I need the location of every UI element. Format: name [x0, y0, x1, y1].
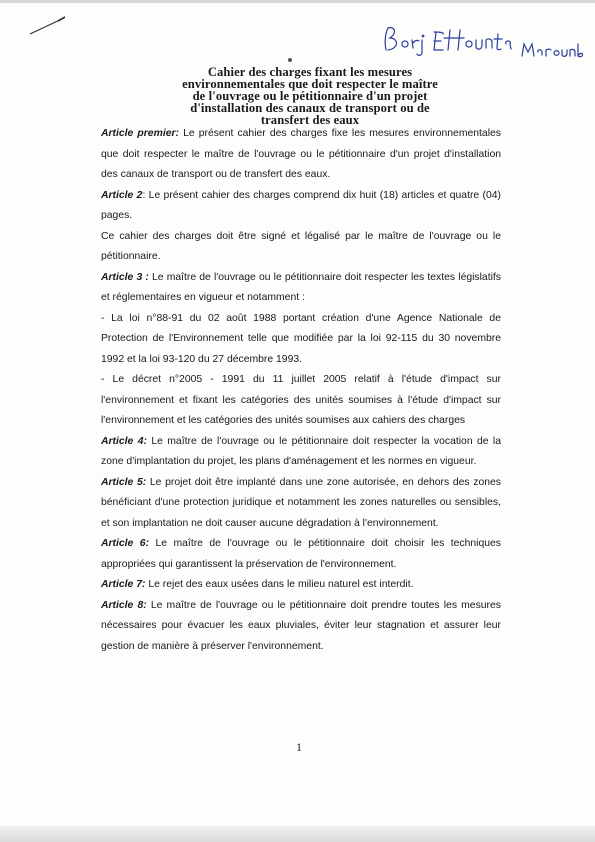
paragraph-text: Ce cahier des charges doit être signé et légalisé par le maître de l'ouvrage ou le pétitionnaire.	[101, 230, 501, 262]
page-number: 1	[296, 740, 302, 754]
article-text: Le maître de l'ouvrage ou le pétitionnaire doit respecter la vocation de la zone d'implantation du projet, les plans d'aménagement et les normes en vigueur.	[101, 435, 502, 467]
title-line: de l'ouvrage ou le pétitionnaire d'un projet	[192, 89, 428, 103]
scan-edge-top	[0, 0, 595, 3]
article-label: Article 8:	[101, 599, 147, 611]
article-paragraph	[101, 575, 501, 596]
document-title	[130, 66, 490, 126]
article-text: Le présent cahier des charges fixe les mesures environnementales que doit respecter le maître de l'ouvrage ou le pétitionnaire d'un projet d'installation des canaux de transport ou de transfert des eaux.	[101, 128, 501, 180]
article-label: Article 5:	[101, 476, 147, 488]
article-label: Article 6:	[101, 538, 150, 549]
body-paragraph	[101, 227, 501, 268]
article-paragraph	[101, 596, 501, 658]
list-item-text: - La loi n°88-91 du 02 août 1988 portant création d'une Agence Nationale de Protection de l'Environnement telle que modifiée par la loi 92-115 du 30 novembre 1992 et la loi 93-120 du 27 décembre 1993.	[101, 312, 501, 365]
article-paragraph	[101, 124, 501, 186]
article-paragraph	[101, 432, 501, 473]
article-text: Le rejet des eaux usées dans le milieu naturel est interdit.	[145, 579, 414, 590]
article-paragraph	[101, 268, 501, 309]
article-text: Le projet doit être implanté dans une zone autorisée, en dehors des zones bénéficiant d'une protection juridique et notamment les zones naturelles ou sensibles, et son implantation ne doit causer aucune dégradation à l'environnement.	[101, 476, 501, 529]
article-text: Le maître de l'ouvrage ou le pétitionnaire doit respecter les textes législatifs et réglementaires en vigueur et notamment :	[101, 271, 501, 303]
list-item-text: - Le décret n°2005 - 1991 du 11 juillet 2005 relatif à l'étude d'impact sur l'environnement et fixant les catégories des unités soumises à l'étude d'impact sur l'environnement et les catégories des unités soumises aux cahiers des charges	[101, 374, 501, 426]
title-line: d'installation des canaux de transport ou de	[190, 101, 430, 115]
article-label: Article premier:	[101, 128, 179, 139]
article-label: Article 4:	[101, 435, 147, 447]
scan-speck	[288, 58, 292, 62]
handwritten-annotation	[380, 22, 585, 62]
article-label: Article 2	[101, 189, 143, 201]
scan-edge-bottom	[0, 826, 595, 842]
article-paragraph	[101, 534, 501, 575]
title-line: environnementales que doit respecter le maître	[182, 77, 438, 91]
article-paragraph	[101, 186, 501, 227]
list-item	[101, 370, 501, 432]
article-text: Le maître de l'ouvrage ou le pétitionnaire doit prendre toutes les mesures nécessaires pour évacuer les eaux pluviales, éviter leur stagnation et assurer leur gestion de manière à préserver l'environnement.	[101, 599, 501, 652]
document-body	[101, 124, 501, 657]
article-label: Article 7:	[101, 579, 146, 590]
article-label: Article 3 :	[101, 271, 149, 283]
article-paragraph	[101, 473, 501, 535]
article-text: : Le présent cahier des charges comprend dix huit (18) articles et quatre (04) pages.	[101, 189, 501, 221]
title-line: transfert des eaux	[260, 113, 360, 127]
title-line: Cahier des charges fixant les mesures	[207, 65, 413, 79]
article-text: Le maître de l'ouvrage ou le pétitionnaire doit choisir les techniques appropriées qui garantissent la préservation de l'environnement.	[101, 538, 501, 570]
pen-stroke-mark	[28, 14, 68, 38]
list-item	[101, 309, 501, 371]
